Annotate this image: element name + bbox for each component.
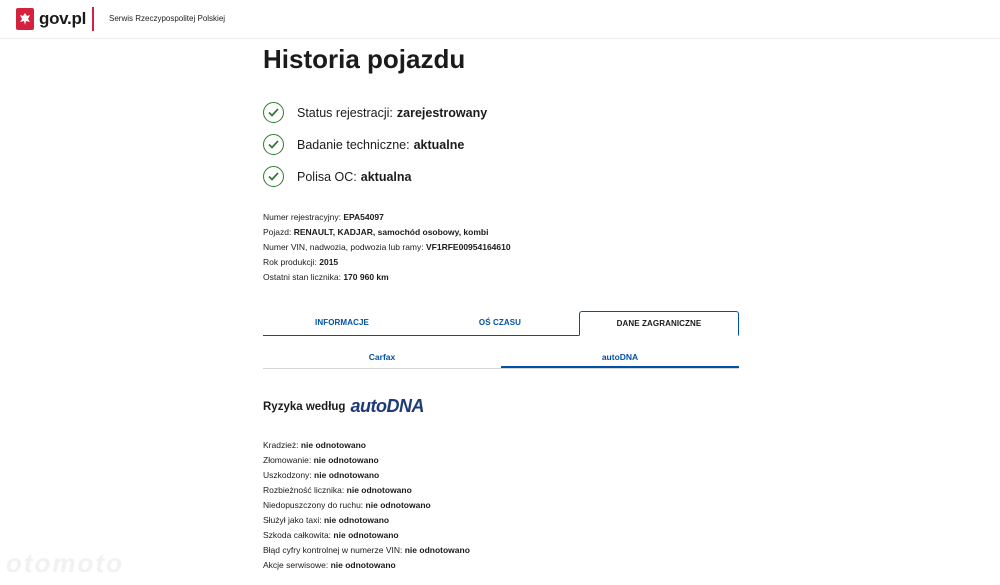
info-value: RENAULT, KADJAR, samochód osobowy, kombi: [293, 227, 489, 237]
risk-item: [263, 468, 470, 483]
risk-item: [263, 528, 470, 543]
status-value: zarejestrowany: [396, 105, 488, 120]
risk-item: [263, 543, 470, 558]
check-circle-icon: [263, 166, 284, 187]
status-label: Badanie techniczne:: [297, 137, 410, 152]
page-title: Historia pojazdu: [263, 44, 466, 74]
tab-os-czasu[interactable]: OŚ CZASU: [478, 318, 522, 327]
tab-informacje[interactable]: INFORMACJE: [315, 318, 369, 327]
info-value: 2015: [319, 257, 339, 267]
risk-value: nie odnotowano: [346, 485, 412, 495]
info-value: VF1RFE00954164610: [426, 242, 511, 252]
risk-label: Błąd cyfry kontrolnej w numerze VIN:: [263, 545, 403, 555]
watermark: otomoto: [6, 548, 124, 578]
risk-value: nie odnotowano: [333, 530, 399, 540]
info-row-year: [263, 255, 511, 270]
header-divider: [92, 7, 94, 31]
risk-item: [263, 438, 470, 453]
risk-item: [263, 558, 470, 573]
info-label: Rok produkcji:: [263, 257, 317, 267]
risk-label: Akcje serwisowe:: [263, 560, 329, 570]
info-row-odometer: [263, 270, 511, 285]
risk-value: nie odnotowano: [314, 470, 380, 480]
status-value: aktualna: [360, 169, 412, 184]
risk-label: Służył jako taxi:: [263, 515, 322, 525]
status-label: Status rejestracji:: [297, 105, 393, 120]
risk-value: nie odnotowano: [330, 560, 396, 570]
check-circle-icon: [263, 134, 284, 155]
risk-label: Rozbieżność licznika:: [263, 485, 345, 495]
info-row-vin: [263, 240, 511, 255]
risk-value: nie odnotowano: [365, 500, 431, 510]
info-label: Ostatni stan licznika:: [263, 272, 341, 282]
info-label: Numer rejestracyjny:: [263, 212, 341, 222]
risk-value: nie odnotowano: [313, 455, 379, 465]
subtab-carfax[interactable]: Carfax: [368, 352, 396, 362]
subtab-autodna[interactable]: autoDNA: [501, 347, 739, 368]
risk-label: Uszkodzony:: [263, 470, 312, 480]
status-insurance: [263, 166, 411, 187]
eagle-emblem-icon: [16, 8, 34, 30]
autodna-logo: autoDNA: [350, 396, 424, 416]
info-label: Numer VIN, nadwozia, podwozia lub ramy:: [263, 242, 424, 252]
risk-label: Kradzież:: [263, 440, 299, 450]
vehicle-info: [263, 210, 511, 285]
info-value: 170 960 km: [343, 272, 389, 282]
status-registration: [263, 102, 487, 123]
risk-value: nie odnotowano: [323, 515, 390, 525]
gov-logo[interactable]: [16, 8, 86, 30]
risk-label: Szkoda całkowita:: [263, 530, 332, 540]
risk-item: [263, 453, 470, 468]
status-value: aktualne: [413, 137, 465, 152]
sub-tabs: [263, 347, 739, 369]
risk-list: [263, 438, 470, 573]
risk-value: nie odnotowano: [300, 440, 366, 450]
tab-dane-zagraniczne[interactable]: DANE ZAGRANICZNE: [579, 311, 739, 336]
site-header: [0, 0, 1000, 39]
status-inspection: [263, 134, 464, 155]
info-label: Pojazd:: [263, 227, 292, 237]
risk-item: [263, 513, 470, 528]
check-circle-icon: [263, 102, 284, 123]
risk-heading-label: Ryzyka według: [263, 400, 346, 413]
info-value: EPA54097: [343, 212, 384, 222]
risk-label: Złomowanie:: [263, 455, 312, 465]
service-name: Serwis Rzeczypospolitej Polskiej: [109, 14, 226, 23]
info-row-vehicle: [263, 225, 511, 240]
risk-item: [263, 498, 470, 513]
risk-item: [263, 483, 470, 498]
logo-text: gov.pl: [39, 9, 86, 28]
risk-value: nie odnotowano: [404, 545, 470, 555]
info-row-registration: [263, 210, 511, 225]
status-label: Polisa OC:: [297, 169, 357, 184]
main-tabs: [263, 311, 739, 336]
risk-label: Niedopuszczony do ruchu:: [263, 500, 364, 510]
risk-heading: [263, 396, 424, 417]
